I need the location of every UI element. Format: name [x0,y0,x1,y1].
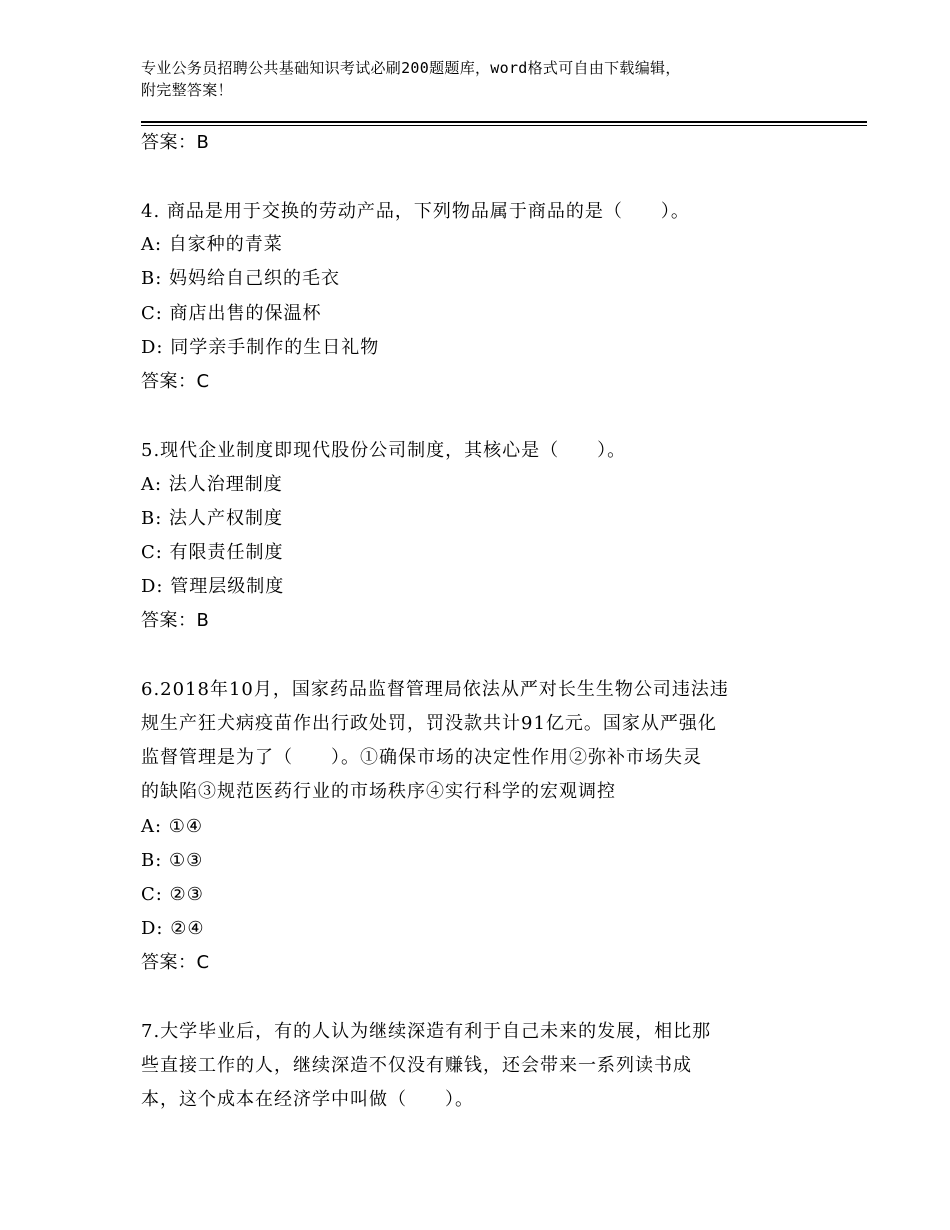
q6-option-d: D: ②④ [141,918,205,939]
q4-option-b: B: 妈妈给自己织的毛衣 [141,268,341,289]
q5-option-c: C: 有限责任制度 [141,542,284,563]
q5-option-a: A: 法人治理制度 [141,474,283,495]
header-rule-thin [141,125,867,126]
q7-stem-line-1: 7.大学毕业后，有的人认为继续深造有利于自己未来的发展，相比那 [141,1021,712,1042]
q6-answer: 答案：C [141,952,210,973]
q4-option-d: D: 同学亲手制作的生日礼物 [141,337,380,358]
q4-option-a: A: 自家种的青菜 [141,234,283,255]
header-line-2: 附完整答案！ [141,81,233,99]
answer-prev: 答案：B [141,132,210,153]
q6-option-a: A: ①④ [141,816,204,837]
q4-stem: 4. 商品是用于交换的劳动产品，下列物品属于商品的是（ ）。 [141,201,690,222]
q4-answer: 答案：C [141,371,210,392]
q5-answer: 答案：B [141,610,210,631]
q4-option-c: C: 商店出售的保温杯 [141,303,322,324]
q7-stem-line-2: 些直接工作的人，继续深造不仅没有赚钱，还会带来一系列读书成 [141,1055,692,1076]
q6-option-b: B: ①③ [141,850,204,871]
q5-option-d: D: 管理层级制度 [141,576,285,597]
header-rule-thick [141,121,867,123]
q6-stem-line-3: 监督管理是为了（ ）。①确保市场的决定性作用②弥补市场失灵 [141,747,702,768]
q6-option-c: C: ②③ [141,884,204,905]
q5-option-b: B: 法人产权制度 [141,508,284,529]
q7-stem-line-3: 本，这个成本在经济学中叫做（ ）。 [141,1089,474,1110]
header-line-1: 专业公务员招聘公共基础知识考试必刷200题题库，word格式可自由下载编辑， [141,59,681,77]
q6-stem-line-2: 规生产狂犬病疫苗作出行政处罚，罚没款共计91亿元。国家从严强化 [141,713,717,734]
page-header [141,57,831,101]
q6-stem-line-1: 6.2018年10月，国家药品监督管理局依法从严对长生生物公司违法违 [141,679,729,700]
q6-stem-line-4: 的缺陷③规范医药行业的市场秩序④实行科学的宏观调控 [141,781,616,802]
q5-stem: 5.现代企业制度即现代股份公司制度，其核心是（ ）。 [141,440,627,461]
